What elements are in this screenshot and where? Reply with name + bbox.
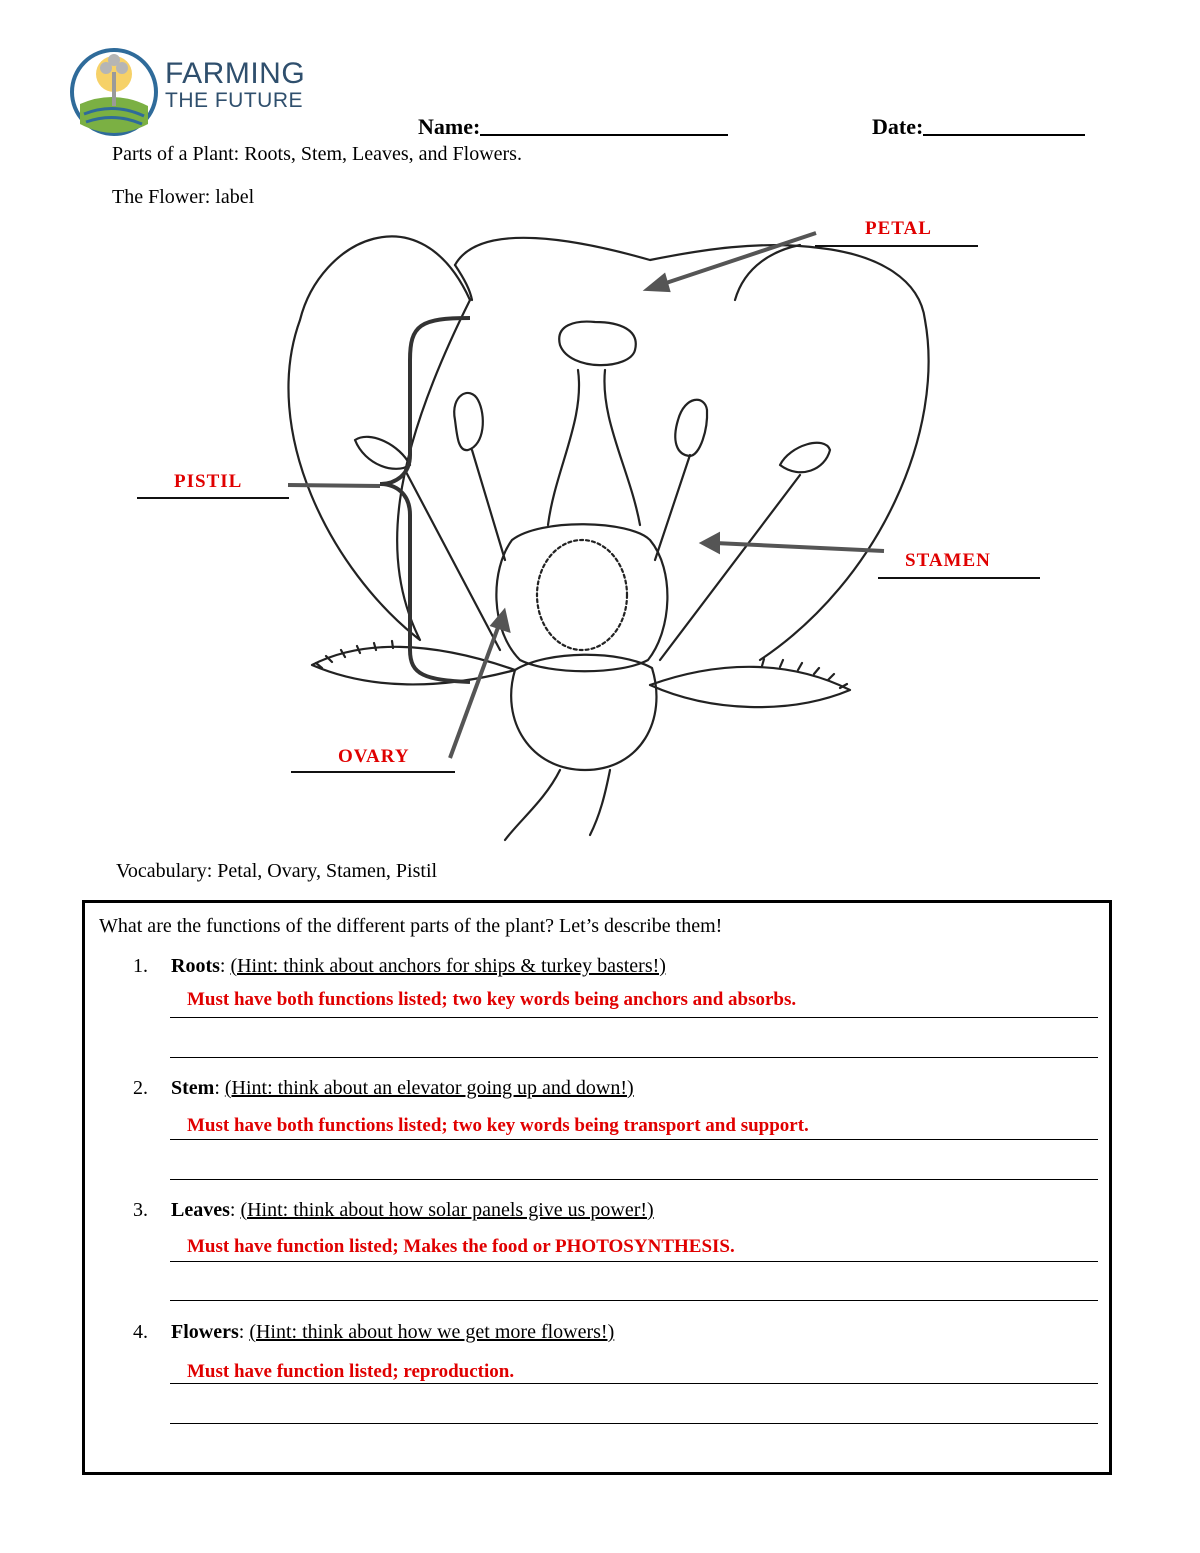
petal-top [455, 238, 929, 660]
stem [505, 770, 560, 840]
stamen-anther-2 [675, 400, 707, 456]
ovule-chamber [537, 540, 627, 650]
stamen-answer: STAMEN [905, 550, 991, 571]
questions-intro: What are the functions of the different parts of the plant? Let’s describe them! [99, 915, 723, 937]
answer-line[interactable] [170, 1383, 1098, 1384]
question-leaves: 3. Leaves: (Hint: think about how solar panels give us power!) [133, 1199, 654, 1221]
pistil-brace [380, 318, 470, 682]
stamen-anther-1 [454, 393, 483, 450]
stamen-filament-4 [660, 475, 800, 660]
vocabulary-line: Vocabulary: Petal, Ovary, Stamen, Pistil [116, 860, 438, 882]
stamen-filament-2 [655, 455, 690, 560]
answer-roots: Must have both functions listed; two key words being anchors and absorbs. [187, 989, 797, 1010]
worksheet-subtitle: Parts of a Plant: Roots, Stem, Leaves, and Flowers. [112, 143, 522, 165]
section-label: The Flower: label [112, 186, 255, 208]
questions-box [82, 900, 1112, 1475]
answer-flowers: Must have function listed; reproduction. [187, 1361, 515, 1382]
answer-line[interactable] [170, 1057, 1098, 1058]
stamen-anther-3 [355, 437, 410, 469]
answer-line[interactable] [170, 1179, 1098, 1180]
answer-stem: Must have both functions listed; two key words being transport and support. [187, 1115, 809, 1136]
answer-line[interactable] [170, 1017, 1098, 1018]
question-flowers: 4. Flowers: (Hint: think about how we get more flowers!) [133, 1321, 615, 1343]
logo-text-farming: FARMING [165, 57, 306, 90]
answer-leaves: Must have function listed; Makes the food or PHOTOSYNTHESIS. [187, 1236, 735, 1257]
stigma [559, 322, 636, 366]
style [548, 370, 640, 525]
logo-text-the-future: THE FUTURE [165, 89, 303, 112]
pistil-answer: PISTIL [174, 471, 243, 492]
stamen-filament-1 [472, 450, 505, 560]
sepal-right [650, 667, 850, 707]
pistil-pointer-arrow [288, 485, 380, 486]
ovary-pointer-arrow [450, 622, 500, 758]
answer-line[interactable] [170, 1261, 1098, 1262]
petal-answer: PETAL [865, 218, 932, 239]
question-stem: 2. Stem: (Hint: think about an elevator going up and down!) [133, 1077, 634, 1099]
ovary-answer: OVARY [338, 746, 410, 767]
answer-line[interactable] [170, 1300, 1098, 1301]
question-roots: 1. Roots: (Hint: think about anchors for ships & turkey basters!) [133, 955, 666, 977]
petal-inner-fold [735, 245, 800, 300]
name-label: Name: [418, 114, 481, 139]
answer-line[interactable] [170, 1423, 1098, 1424]
stamen-pointer-arrow [715, 543, 884, 551]
petal-pointer-arrow [660, 233, 816, 285]
stamen-anther-4 [780, 443, 830, 472]
date-label: Date: [872, 114, 924, 139]
answer-line[interactable] [170, 1139, 1098, 1140]
